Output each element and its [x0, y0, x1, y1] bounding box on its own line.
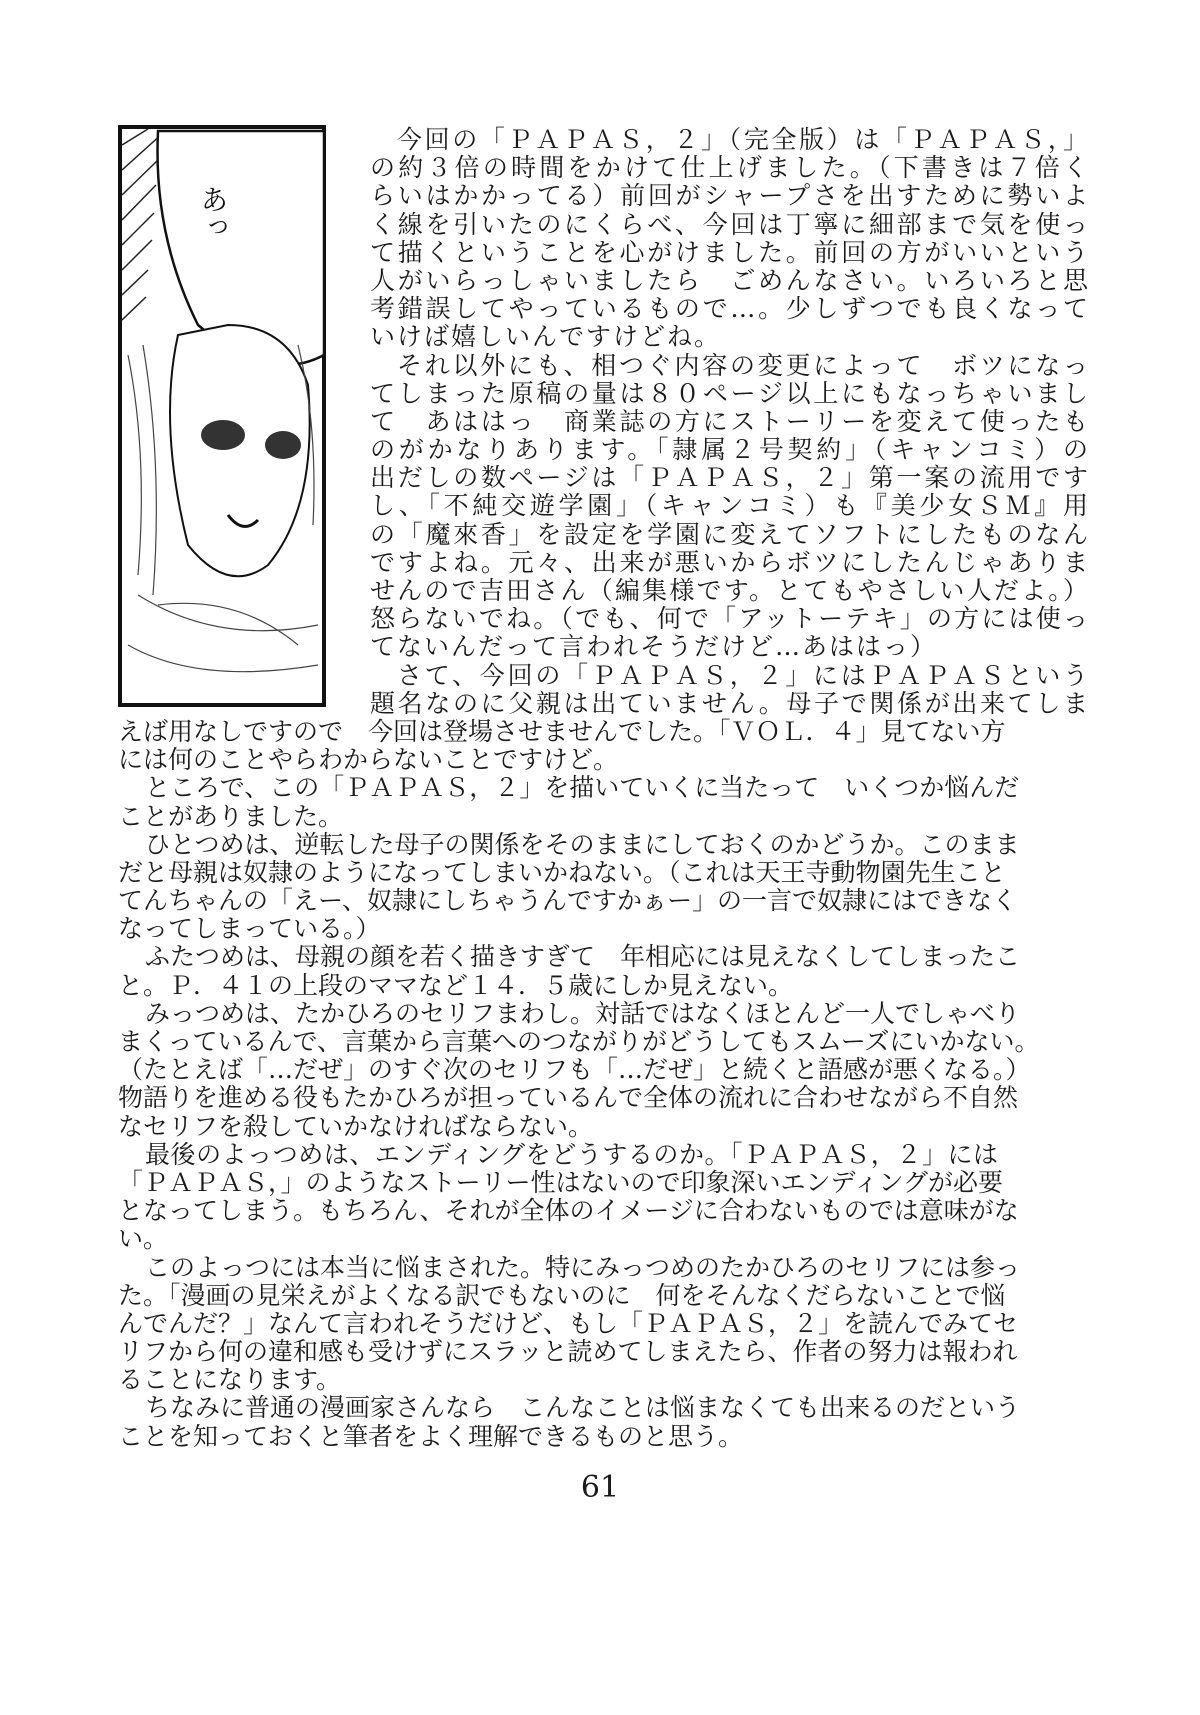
- paragraph: [118, 662, 1118, 775]
- page-number: 61: [580, 1470, 620, 1505]
- text-line: 「ＰＡＰＡＳ，」のようなストーリー性はないので印象深いエンディングが必要: [118, 1167, 1004, 1197]
- text-line: まくっているんで、言葉から言葉へのつながりがどうしてもスムーズにいかない。: [118, 1027, 1040, 1056]
- text-line: それ以外にも、相つぐ内容の変更によって ボツになっ: [397, 350, 1090, 380]
- speech-bubble-text: あっ: [196, 185, 230, 241]
- text-line: た。「漫画の見栄えがよくなる訳でもないのに 何をそんなくだらないことで悩: [118, 1280, 1006, 1310]
- text-line: みっつめは、たかひろのセリフまわし。対話ではなくほとんど一人でしゃべり: [145, 998, 1021, 1028]
- text-line: には何のことやらわからないことですけど。: [118, 745, 619, 775]
- text-line: リフから何の違和感も受けずにスラッと読めてしまえたら、作者の努力は報われ: [118, 1337, 1018, 1367]
- text-line: の「魔來香」を設定を学園に変えてソフトにしたものなん: [370, 519, 1090, 549]
- text-line: 物語りを進める役もたかひろが担っているんで全体の流れに合わせながら不自然: [118, 1083, 1019, 1113]
- text-line: 人がいらっしゃいましたら ごめんなさい。いろいろと思: [370, 265, 1090, 295]
- paragraph: [118, 831, 1118, 944]
- text-line: 考錯誤してやっているもので…。少しずつでも良くなって: [370, 294, 1090, 324]
- text-line: 今回の「ＰＡＰＡＳ，２」（完全版）は「ＰＡＰＡＳ，」: [397, 125, 1090, 154]
- afterword-body-text: [118, 126, 1118, 1451]
- paragraph: [118, 774, 1118, 830]
- text-line: ことを知っておくと筆者をよく理解できるものと思う。: [118, 1421, 744, 1451]
- text-line: て描くということを心がけました。前回の方がいいという: [370, 237, 1090, 267]
- text-line: このよっつには本当に悩まされた。特にみっつめのたかひろのセリフには参っ: [145, 1252, 1021, 1282]
- paragraph: [118, 1141, 1118, 1254]
- text-line: なってしまっている。）: [118, 914, 381, 944]
- text-line: 怒らないでね。（でも、何で「アットーテキ」の方には使っ: [370, 604, 1090, 634]
- text-line: てんちゃんの「えー、奴隷にしちゃうんですかぁー」の一言で奴隷にはできなく: [118, 886, 1018, 916]
- text-line: だと母親は奴隷のようになってしまいかねない。（これは天王寺動物園先生こと: [118, 857, 1006, 887]
- text-line: てしまった原稿の量は８０ページ以上にもなっちゃいまし: [370, 378, 1090, 408]
- text-line: ところで、この「ＰＡＰＡＳ，２」を描いていくに当たって いくつか悩んだ: [145, 773, 1020, 803]
- text-line: の約３倍の時間をかけて仕上げました。（下書きは７倍く: [370, 153, 1090, 183]
- text-line: なセリフを殺していかなければならない。: [118, 1111, 594, 1141]
- text-line: んでんだ？」なんて言われそうだけど、もし「ＰＡＰＡＳ，２」を読んでみてセ: [118, 1308, 1019, 1338]
- paragraph: [118, 943, 1118, 999]
- text-line: いけば嬉しいんですけどね。: [370, 322, 722, 352]
- text-line: ですよね。元々、出来が悪いからボツにしたんじゃありま: [370, 547, 1090, 577]
- text-line: となってしまう。もちろん、それが全体のイメージに合わないものでは意味がな: [118, 1196, 1019, 1226]
- text-line: てないんだって言われそうだけど…あははっ）: [370, 632, 938, 662]
- text-line: 題名なのに父親は出ていません。母子で関係が出来てしま: [370, 688, 1090, 718]
- text-line: ふたつめは、母親の顔を若く描きすぎて 年相応には見えなくしてしまったこ: [145, 942, 1021, 972]
- text-line: ことがありました。: [118, 801, 344, 831]
- paragraph: [118, 1254, 1118, 1395]
- text-line: ひとつめは、逆転した母子の関係をそのままにしておくのかどうか。このまま: [145, 829, 1020, 859]
- text-line: さて、今回の「ＰＡＰＡＳ，２」にはＰＡＰＡＳという: [397, 660, 1090, 690]
- text-line: らいはかかってる）前回がシャープさを出すために勢いよ: [370, 181, 1090, 211]
- text-line: のがかなりあります。「隷属２号契約」（キャンコミ）の: [370, 435, 1090, 465]
- text-line: 出だしの数ページは「ＰＡＰＡＳ，２」第一案の流用です: [370, 463, 1090, 493]
- paragraph: [118, 1394, 1118, 1450]
- text-line: く線を引いたのにくらべ、今回は丁寧に細部まで気を使っ: [370, 209, 1090, 239]
- text-line: と。Ｐ．４１の上段のママなど１４．５歳にしか見えない。: [118, 970, 794, 1000]
- text-line: い。: [118, 1224, 169, 1254]
- text-line: 最後のよっつめは、エンディングをどうするのか。「ＰＡＰＡＳ，２」には: [145, 1139, 998, 1169]
- text-line: ちなみに普通の漫画家さんなら こんなことは悩まなくても出来るのだという: [145, 1393, 1021, 1423]
- paragraph: [118, 1000, 1118, 1141]
- text-line: せんので吉田さん（編集様です。とてもやさしい人だよ。）: [370, 576, 1090, 605]
- paragraph: [118, 126, 1118, 352]
- text-line: えば用なしですので 今回は登場させませんでした。「ＶＯＬ．４」見てない方: [118, 716, 1006, 746]
- text-line: し、「不純交遊学園」（キャンコミ）も『美少女ＳＭ』用: [370, 491, 1090, 521]
- text-line: ることになります。: [118, 1365, 342, 1395]
- text-line: （たとえば「…だぜ」のすぐ次のセリフも「…だぜ」と続くと語感が悪くなる。）: [118, 1055, 1031, 1085]
- text-line: て あははっ 商業誌の方にストーリーを変えて使ったも: [370, 406, 1090, 436]
- paragraph: [118, 352, 1118, 662]
